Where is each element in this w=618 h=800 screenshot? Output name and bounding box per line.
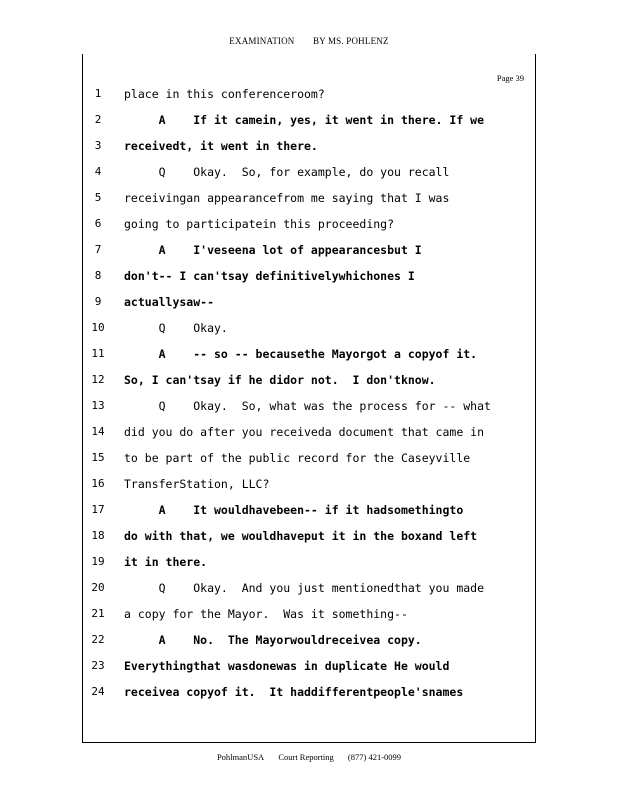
line-text: TransferStation, LLC? [124, 477, 270, 491]
line-number: 17 [91, 503, 105, 516]
transcript-line [0, 243, 618, 263]
transcript-line [0, 269, 618, 289]
line-text: receivingan appearancefrom me saying that I was [124, 191, 450, 205]
line-text: Q Okay. So, for example, do you recall [124, 165, 450, 179]
line-number: 3 [94, 139, 102, 152]
transcript-line [0, 529, 618, 549]
line-text: receivedt, it went in there. [124, 139, 318, 153]
page-number: Page 39 [496, 73, 524, 83]
line-number: 7 [94, 243, 102, 256]
transcript-line [0, 503, 618, 523]
line-text: A I'veseena lot of appearancesbut I [124, 243, 422, 257]
line-text: A It wouldhavebeen-- if it hadsomethingto [124, 503, 464, 517]
line-number: 6 [94, 217, 102, 230]
header-examiner: BY MS. POHLENZ [312, 36, 389, 46]
page-header [0, 36, 618, 46]
line-number: 14 [91, 425, 105, 438]
line-text: A If it camein, yes, it went in there. If we [124, 113, 485, 127]
header-examination: EXAMINATION [229, 36, 295, 46]
line-number: 18 [91, 529, 105, 542]
line-number: 23 [91, 659, 105, 672]
transcript-line [0, 451, 618, 471]
transcript-line [0, 685, 618, 705]
line-number: 19 [91, 555, 105, 568]
transcript-line [0, 217, 618, 237]
line-text: do with that, we wouldhaveput it in the boxand left [124, 529, 478, 543]
line-number: 5 [94, 191, 102, 204]
line-text: Q Okay. [124, 321, 228, 335]
line-text: actuallysaw-- [124, 295, 215, 309]
line-number: 13 [91, 399, 105, 412]
transcript-line [0, 165, 618, 185]
line-text: it in there. [124, 555, 208, 569]
transcript-line [0, 191, 618, 211]
transcript-line [0, 659, 618, 679]
transcript-line [0, 87, 618, 107]
transcript-line [0, 373, 618, 393]
line-text: A No. The Mayorwouldreceivea copy. [124, 633, 422, 647]
line-text: So, I can'tsay if he didor not. I don'tknow. [124, 373, 436, 387]
transcript-line [0, 295, 618, 315]
transcript-line [0, 477, 618, 497]
line-number: 10 [91, 321, 105, 334]
transcript-line [0, 113, 618, 133]
footer-company: PohlmanUSA [216, 752, 265, 762]
line-number: 8 [94, 269, 102, 282]
line-number: 16 [91, 477, 105, 490]
line-number: 2 [94, 113, 102, 126]
line-text: Q Okay. And you just mentionedthat you made [124, 581, 485, 595]
line-number: 21 [91, 607, 105, 620]
transcript-line [0, 633, 618, 653]
line-number: 1 [94, 87, 102, 100]
transcript-line [0, 139, 618, 159]
footer-phone: (877) 421-0099 [347, 752, 402, 762]
page-footer [0, 752, 618, 762]
line-text: a copy for the Mayor. Was it something-- [124, 607, 408, 621]
line-text: did you do after you receiveda document that came in [124, 425, 485, 439]
transcript-line [0, 607, 618, 627]
line-number: 9 [94, 295, 102, 308]
transcript-line [0, 581, 618, 601]
line-number: 22 [91, 633, 105, 646]
line-text: A -- so -- becausethe Mayorgot a copyof it. [124, 347, 478, 361]
line-number: 15 [91, 451, 105, 464]
transcript-line [0, 555, 618, 575]
transcript-line [0, 399, 618, 419]
transcript-line [0, 425, 618, 445]
line-number: 11 [91, 347, 105, 360]
line-number: 4 [94, 165, 102, 178]
line-text: going to participatein this proceeding? [124, 217, 395, 231]
line-number: 12 [91, 373, 105, 386]
line-text: Everythingthat wasdonewas in duplicate He would [124, 659, 450, 673]
line-text: place in this conferenceroom? [124, 87, 325, 101]
footer-service: Court Reporting [278, 752, 334, 762]
line-text: receivea copyof it. It haddifferentpeople'snames [124, 685, 464, 699]
line-number: 20 [91, 581, 105, 594]
line-text: to be part of the public record for the Caseyville [124, 451, 471, 465]
line-number: 24 [91, 685, 105, 698]
line-text: Q Okay. So, what was the process for -- what [124, 399, 491, 413]
transcript-line [0, 347, 618, 367]
line-text: don't-- I can'tsay definitivelywhichones I [124, 269, 415, 283]
transcript-line [0, 321, 618, 341]
